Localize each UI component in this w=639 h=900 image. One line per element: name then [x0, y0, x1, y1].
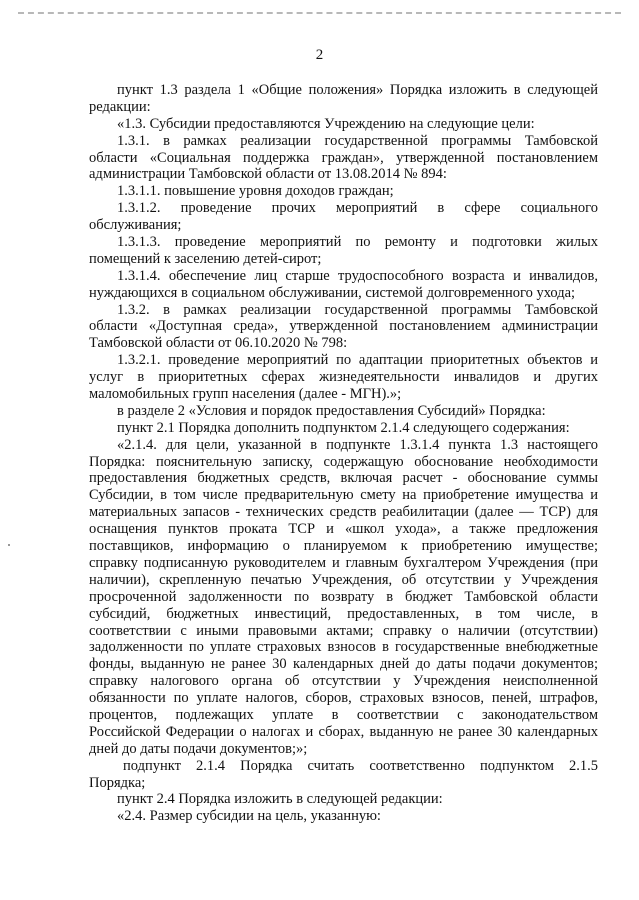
document-line: маломобильных групп населения (далее - МГН).»;: [89, 386, 402, 403]
document-body: [89, 82, 598, 825]
document-line: администрации Тамбовской области от 13.08.2014 № 894:: [89, 166, 447, 183]
document-line: подпункт 2.1.4 Порядка считать соответственно подпунктом 2.1.5: [123, 757, 598, 774]
document-line: Порядка: пояснительную записку, содержащую обоснование необходимости: [89, 453, 598, 470]
document-line: предоставления бюджетных средств, включая расчет - обоснование суммы: [89, 470, 598, 487]
document-line: фонды, выданную не ранее 30 календарных дней до даты подачи документов;: [89, 656, 598, 673]
document-line: области «Социальная поддержка граждан», утвержденной постановлением: [89, 149, 598, 166]
document-line: пункт 2.4 Порядка изложить в следующей редакции:: [117, 791, 443, 808]
document-line: услуг в приоритетных сферах жизнедеятельности инвалидов и других: [89, 369, 598, 386]
document-line: редакции:: [89, 98, 151, 115]
document-line: задолженности по уплате страховых взносов в государственные внебюджетные: [89, 639, 598, 656]
document-line: Тамбовской области от 06.10.2020 № 798:: [89, 335, 348, 352]
document-line: области «Доступная среда», утвержденной постановлением администрации: [89, 318, 598, 335]
document-line: справку подписанную руководителем и главным бухгалтером Учреждения (при: [89, 554, 598, 571]
document-line: пункт 1.3 раздела 1 «Общие положения» Порядка изложить в следующей: [117, 82, 598, 98]
document-line: 1.3.2. в рамках реализации государственной программы Тамбовской: [117, 301, 598, 318]
document-line: материальных запасов - технических средств реабилитации (далее — ТСР) для: [89, 504, 598, 521]
scan-speck: [8, 544, 10, 546]
document-line: соответствии с иными правовыми актами; справку о наличии (отсутствии): [89, 622, 598, 639]
document-line: просроченной задолженности по возврату в бюджет Тамбовской области: [89, 588, 598, 605]
document-line: в разделе 2 «Условия и порядок предоставления Субсидий» Порядка:: [117, 402, 546, 419]
document-line: 1.3.1.3. проведение мероприятий по ремонту и подготовки жилых: [117, 234, 598, 251]
document-line: оснащения пунктов проката ТСР и «школ ухода», а также предложения: [89, 521, 598, 538]
document-line: справку налогового органа об отсутствии у Учреждения неисполненной: [89, 673, 598, 690]
document-line: 1.3.2.1. проведение мероприятий по адаптации приоритетных объектов и: [117, 352, 598, 369]
document-line: обслуживания;: [89, 217, 182, 234]
document-line: дней до даты подачи документов;»;: [89, 740, 308, 757]
document-line: Порядка;: [89, 774, 146, 791]
document-line: «2.4. Размер субсидии на цель, указанную:: [117, 808, 381, 825]
document-line: 1.3.1. в рамках реализации государственной программы Тамбовской: [117, 132, 598, 149]
scan-edge-line: [18, 12, 621, 14]
page-number: 2: [315, 47, 324, 63]
document-line: «2.1.4. для цели, указанной в подпункте 1.3.1.4 пункта 1.3 настоящего: [117, 436, 598, 453]
document-line: Субсидии, в том числе предварительную смету на приобретение имущества и: [89, 487, 598, 504]
document-line: поставщиков, информацию о планируемом к приобретению имуществе;: [89, 538, 598, 555]
document-line: нуждающихся в социальном обслуживании, системой долговременного ухода;: [89, 284, 576, 301]
document-line: помещений к заселению детей-сирот;: [89, 250, 322, 267]
document-line: пункт 2.1 Порядка дополнить подпунктом 2.1.4 следующего содержания:: [117, 419, 570, 436]
document-line: 1.3.1.1. повышение уровня доходов граждан;: [117, 183, 394, 200]
document-line: Российской Федерации о налогах и сборах, выданную не ранее 30 календарных: [89, 723, 598, 740]
document-line: 1.3.1.2. проведение прочих мероприятий в сфере социального: [117, 200, 598, 217]
document-line: обязанности по уплате налогов, сборов, страховых взносов, пеней, штрафов,: [89, 690, 598, 707]
document-line: наличии), скрепленную печатью Учреждения, об отсутствии у Учреждения: [89, 571, 598, 588]
document-line: процентов, подлежащих уплате в соответствии с законодательством: [89, 706, 598, 723]
document-line: субсидий, бюджетных инвестиций, предоставленных, в том числе, в: [89, 605, 598, 622]
document-line: «1.3. Субсидии предоставляются Учреждению на следующие цели:: [117, 115, 535, 132]
document-line: 1.3.1.4. обеспечение лиц старше трудоспособного возраста и инвалидов,: [117, 267, 598, 284]
